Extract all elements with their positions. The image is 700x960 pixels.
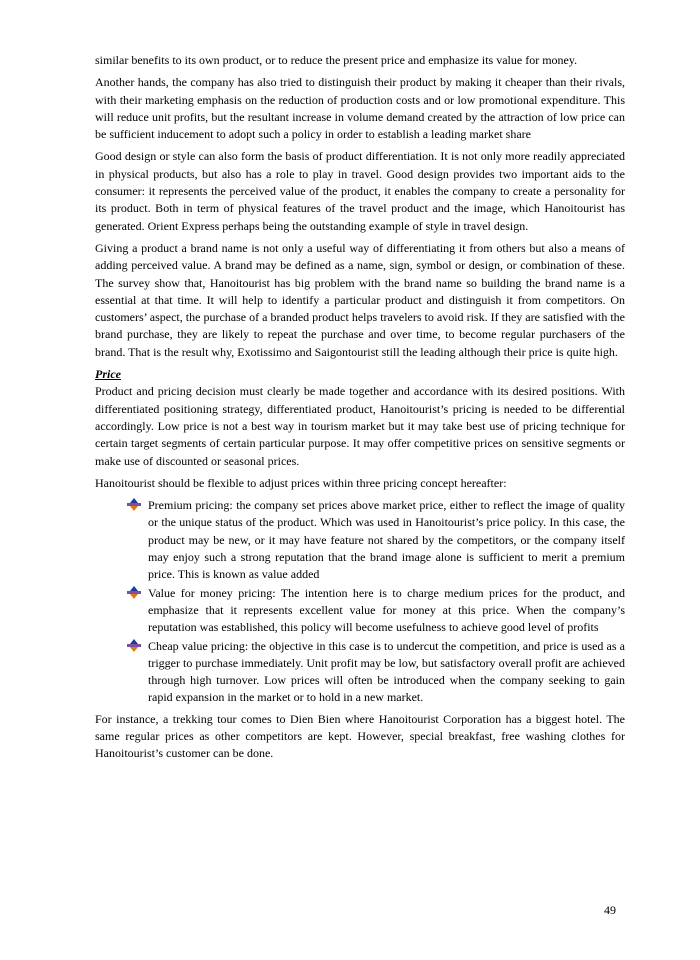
body-paragraph: Product and pricing decision must clearly be made together and accordance with its desired positions. With differentiated positioning strategy, differentiated product, Hanoitourist’s pricing is needed to be differential accordingly. Low price is not a best way in tourism market but it may take best use of pricing technique for certain target segments of certain particular purpose. It may offer competitive prices on sensitive segments or make use of discounted or seasonal prices. xyxy=(95,384,625,468)
list-item-text: Value for money pricing: The intention here is to charge medium prices for the product, and emphasize that it represents excellent value for money at this price. When the company’s reputation was established, this policy will become usefulness to achieve good level of profits xyxy=(148,585,625,635)
body-paragraph: Hanoitourist should be flexible to adjust prices within three pricing concept hereafter: xyxy=(95,475,507,490)
arrow-bullet-icon xyxy=(127,498,141,511)
body-paragraph: For instance, a trekking tour comes to Dien Bien where Hanoitourist Corporation has a biggest hotel. The same regular prices as other competitors are kept. However, special breakfast, free washing clothes for Hanoitourist’s customer can be done. xyxy=(95,711,625,761)
list-item xyxy=(148,585,625,637)
list-item xyxy=(148,638,625,707)
body-paragraph: Giving a product a brand name is not only a useful way of differentiating it from others but also a means of adding perceived value. A brand may be defined as a name, sign, symbol or design, or combination of these. The survey show that, Hanoitourist has big problem with the brand name so building the brand name is a essential at that time. It will help to identify a particular product and distinguish it from competitors. On customers’ aspect, the purchase of a branded product helps travelers to avoid risk. If they are satisfied with the brand purchase, they are likely to repeat the purchase and over time, to become regular purchasers of the brand. That is the result why, Exotissimo and Saigontourist still the leading although their price is quite high. xyxy=(95,240,625,359)
body-paragraph: Good design or style can also form the basis of product differentiation. It is not only more readily appreciated in physical products, but also has a role to play in travel. Good design provides two important aids to the consumer: it represents the perceived value of the product, it enables the company to create a personality for its product. Both in term of physical features of the travel product and the image, which Hanoitourist has generated. Orient Express perhaps being the outstanding example of style in travel design. xyxy=(95,149,625,233)
list-item-text: Cheap value pricing: the objective in this case is to undercut the competition, and price is used as a trigger to purchase immediately. Unit profit may be low, but satisfactory overall profit are achieved through high turnover. Low prices will often be introduced when the company seeking to gain rapid expansion in the market or to hold in a new market. xyxy=(148,638,625,705)
body-paragraph: Another hands, the company has also tried to distinguish their product by making it cheaper than their rivals, with their marketing emphasis on the reduction of production costs and or low promotional expenditure. This will reduce unit profits, but the resultant increase in volume demand created by the attraction of low price can be sufficient inducement to adopt such a policy in order to establish a leading market share xyxy=(95,75,625,142)
arrow-bullet-icon xyxy=(127,586,141,599)
section-heading-price: Price xyxy=(95,367,121,382)
document-page xyxy=(95,52,625,768)
pricing-concept-list xyxy=(95,497,625,707)
arrow-bullet-icon xyxy=(127,639,141,652)
list-item-text: Premium pricing: the company set prices above market price, either to reflect the image of quality or the unique status of the product. Which was used in Hanoitourist’s price policy. In this case, the product may be new, or it may have feature not shared by the competitors, or the company itself may enjoy such a strong reputation that the brand image alone is sufficient to merit a premium price. This is known as value added xyxy=(148,498,625,582)
list-item xyxy=(148,497,625,583)
body-paragraph: similar benefits to its own product, or to reduce the present price and emphasize its value for money. xyxy=(95,53,578,67)
page-number: 49 xyxy=(604,903,616,917)
